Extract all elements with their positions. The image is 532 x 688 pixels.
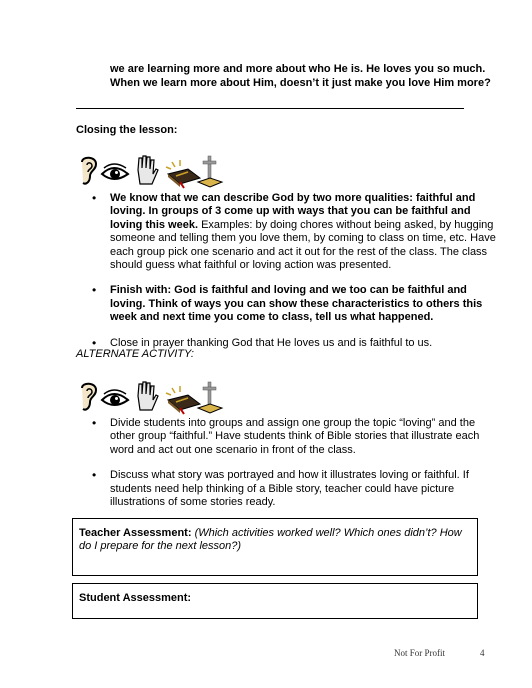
bible-icon [166, 160, 200, 188]
intro-line-1: we are learning more and more about who He is. He loves you so much. [110, 63, 486, 75]
list-item: • Divide students into groups and assign one group the topic “loving” and the other group “faithful.” Have students think of Bible stories that illustrate each word and act out one scenario in front of the class. [90, 417, 498, 457]
hand-icon [138, 156, 158, 184]
hand-icon [138, 382, 158, 410]
list-item: • Close in prayer thanking God that He loves us and is faithful to us. [90, 337, 498, 350]
list-item: • We know that we can describe God by two more qualities: faithful and loving. In groups of 3 come up with ways that you can be faithful and loving this week. Examples: by doing chores without being asked, by hugging someone and telling them you love them, by coming to class on time, etc. Have each group pick one scenario and act it out for the rest of the class. The class should guess what faithful or loving action was presented. [90, 192, 498, 272]
teacher-assessment-prompt: (Which activities worked well? Which ones didn’t? How do I prepare for the next lesson?) [79, 527, 462, 553]
ear-icon [82, 384, 96, 410]
closing-list [90, 192, 498, 362]
divider-rule [76, 108, 464, 109]
list-item: • Finish with: God is faithful and loving and we too can be faithful and loving. Think of ways you can show these characteristics to others this week and next time you come to class, tell us what happened. [90, 284, 498, 324]
student-assessment-label: Student Assessment: [79, 592, 192, 604]
cross-icon [198, 156, 222, 187]
senses-icon-row [76, 154, 226, 190]
intro-text [110, 62, 510, 90]
eye-icon [102, 390, 128, 405]
list-item: • Discuss what story was portrayed and how it illustrates loving or faithful. If students need help thinking of a Bible story, teacher could have picture illustrations of some stories ready. [90, 469, 498, 509]
cross-icon [198, 382, 222, 413]
teacher-assessment-box[interactable] [72, 518, 478, 576]
page-number: 4 [480, 648, 485, 658]
student-assessment-box[interactable] [72, 583, 478, 619]
alternate-list [90, 417, 498, 521]
teacher-assessment-label: Teacher Assessment: [79, 527, 192, 539]
intro-line-2: When we learn more about Him, doesn’t it just make you love Him more? [110, 77, 491, 89]
footer-text: Not For Profit [394, 648, 446, 658]
alternate-heading: ALTERNATE ACTIVITY: [76, 348, 194, 360]
eye-icon [102, 164, 128, 179]
senses-icon-row-2 [76, 380, 226, 416]
bible-icon [166, 386, 200, 414]
ear-icon [82, 158, 96, 184]
closing-heading: Closing the lesson: [76, 124, 178, 136]
